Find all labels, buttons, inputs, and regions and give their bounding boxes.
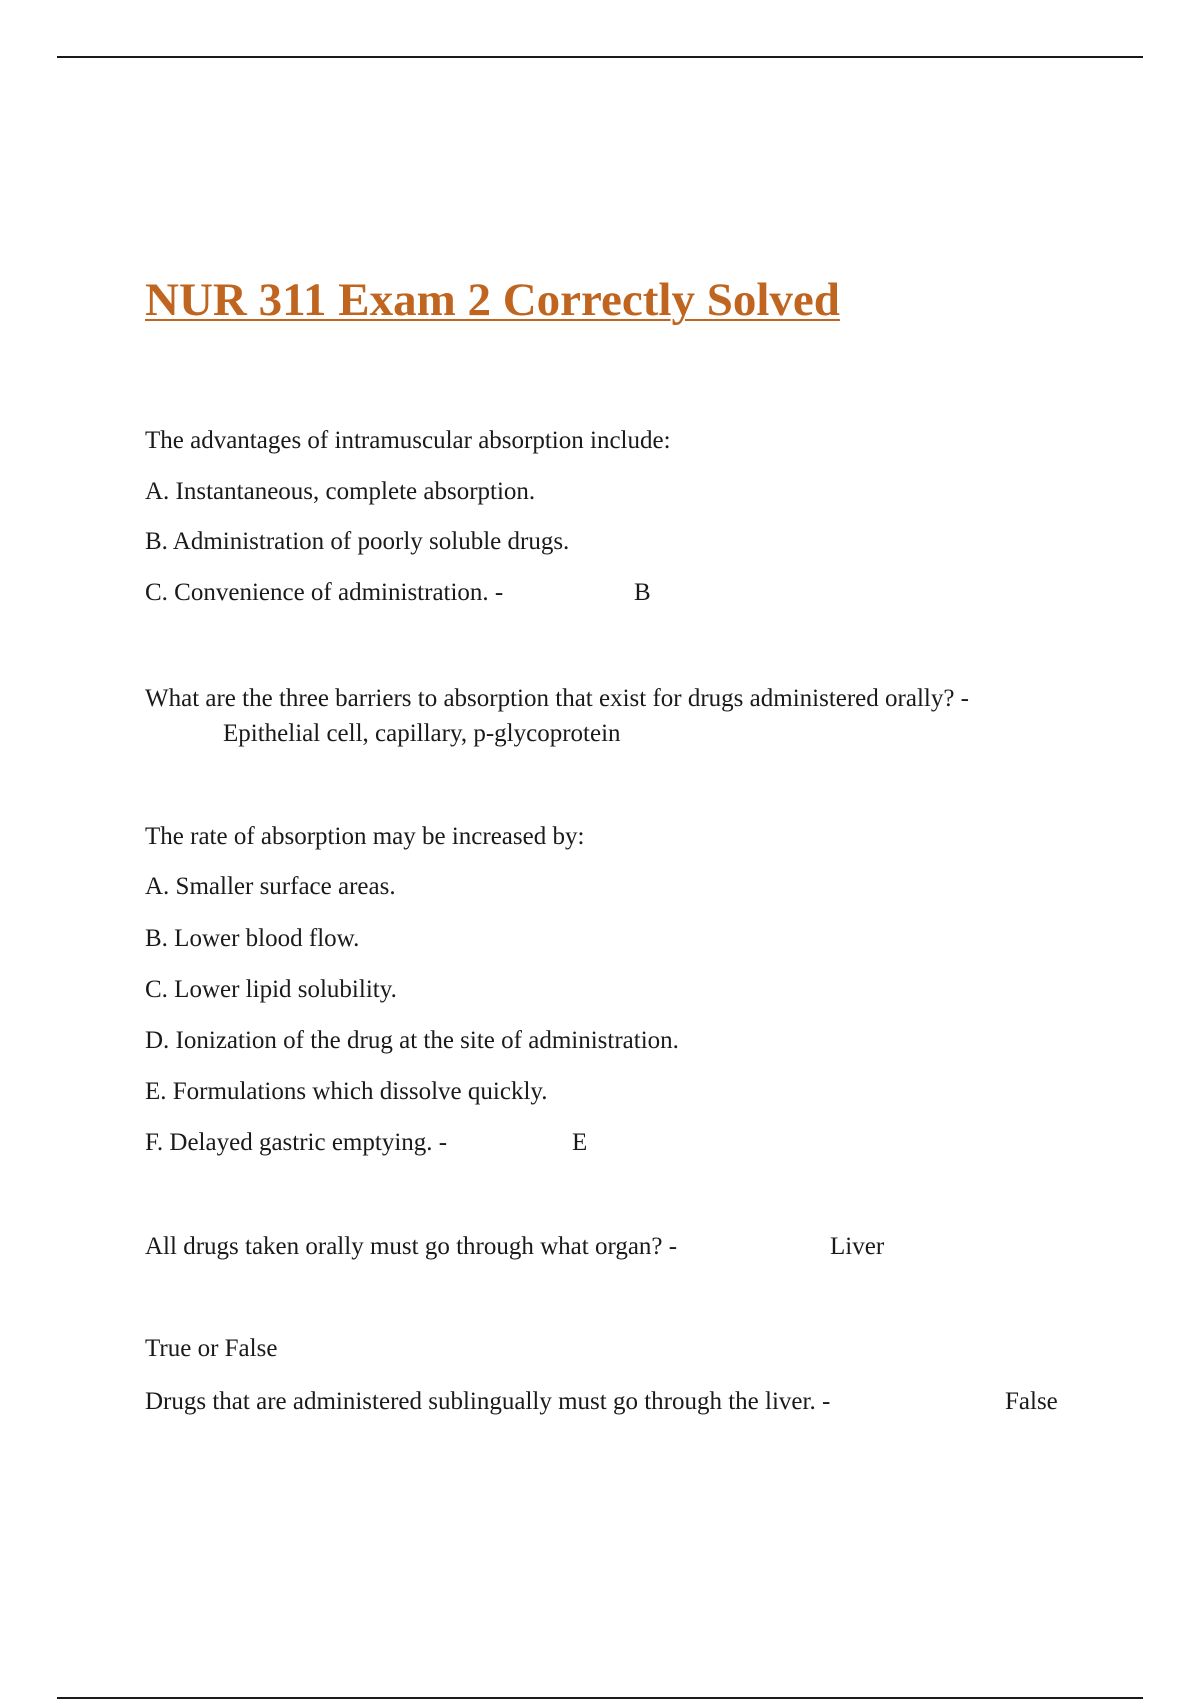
question-1-option-b: B. Administration of poorly soluble drugs. <box>145 528 570 555</box>
question-5-heading: True or False <box>145 1335 278 1362</box>
question-1-answer: B <box>634 579 651 606</box>
question-1-option-a: A. Instantaneous, complete absorption. <box>145 478 536 505</box>
question-1-prompt: The advantages of intramuscular absorption include: <box>145 427 671 454</box>
question-4-answer: Liver <box>830 1233 885 1260</box>
question-5-prompt: Drugs that are administered sublingually must go through the liver. - <box>145 1388 831 1415</box>
footer-rule <box>57 1697 1143 1699</box>
question-3-option-f: F. Delayed gastric emptying. - <box>145 1129 448 1156</box>
question-5-answer: False <box>1005 1388 1058 1415</box>
header-rule <box>57 56 1143 58</box>
question-2-prompt: What are the three barriers to absorption that exist for drugs administered orally? - <box>145 685 970 712</box>
question-3-option-b: B. Lower blood flow. <box>145 925 360 952</box>
question-3-option-d: D. Ionization of the drug at the site of administration. <box>145 1027 679 1054</box>
question-3-option-a: A. Smaller surface areas. <box>145 873 396 900</box>
question-3-option-c: C. Lower lipid solubility. <box>145 976 397 1003</box>
question-3-answer: E <box>572 1129 588 1156</box>
question-3-prompt: The rate of absorption may be increased by: <box>145 823 585 850</box>
question-3-option-e: E. Formulations which dissolve quickly. <box>145 1078 548 1105</box>
document-title: NUR 311 Exam 2 Correctly Solved <box>145 274 840 326</box>
question-4-prompt: All drugs taken orally must go through what organ? - <box>145 1233 678 1260</box>
question-2-answer: Epithelial cell, capillary, p-glycoprotein <box>223 720 621 747</box>
question-1-option-c: C. Convenience of administration. - <box>145 579 504 606</box>
